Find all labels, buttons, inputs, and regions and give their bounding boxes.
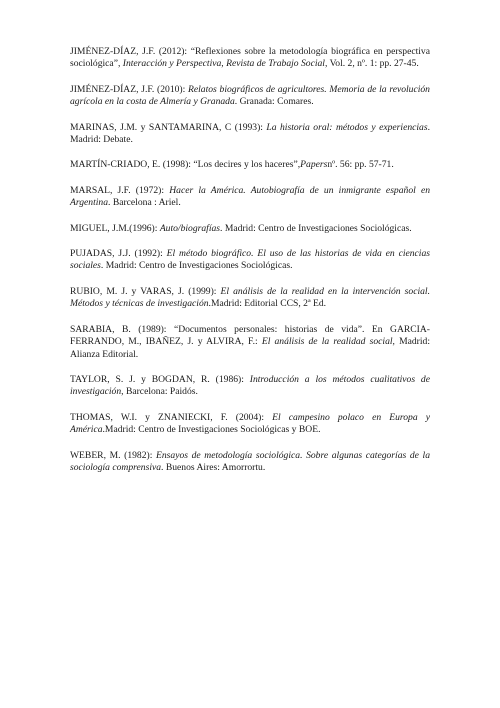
reference-entry (70, 412, 430, 437)
ref-text: PUJADAS, J.J. (1992): (70, 248, 167, 260)
ref-text: . Buenos Aires: Amorrortu. (161, 461, 266, 473)
ref-text: .Madrid: Editorial CCS, 2ª Ed. (208, 298, 327, 310)
ref-title: El campesino polaco en Europa y América (70, 411, 430, 436)
ref-text: TAYLOR, S. J. y BOGDAN, R. (1986): (70, 373, 250, 385)
reference-entry (70, 450, 430, 475)
ref-text: nº. 56: pp. 57-71. (327, 159, 394, 171)
reference-entry (70, 159, 430, 171)
ref-text: . Granada: Comares. (234, 96, 314, 108)
ref-text: , Madrid: Alianza Editorial. (70, 336, 431, 360)
ref-text: MIGUEL, J.M.(1996): (70, 222, 160, 234)
ref-title: Auto/biografías (159, 222, 221, 234)
reference-entry (70, 223, 430, 235)
ref-title: Introducción a los métodos cualitativos de investigación (70, 373, 430, 398)
ref-title: Relatos biográficos de agricultores. Memoria de la revolución agrícola en la costa de Almería y Granada (70, 83, 430, 108)
ref-text: . Madrid: Centro de Investigaciones Sociológicas. (220, 222, 412, 234)
reference-entry (70, 248, 430, 273)
ref-title: El análisis de la realidad en la intervención social. Métodos y técnicas de investigación (70, 285, 430, 310)
ref-text: THOMAS, W.I. y ZNANIECKI, F. (2004): (70, 411, 273, 423)
ref-title: La historia oral: métodos y experiencias (266, 121, 428, 133)
ref-text: , Vol. 2, nº. 1: pp. 27-45. (324, 58, 419, 70)
ref-text: .Madrid: Centro de Investigaciones Sociológicas y BOE. (102, 424, 321, 436)
ref-text: JIMÉNEZ-DÍAZ, J.F. (2010): (70, 83, 189, 95)
reference-entry (70, 84, 430, 109)
ref-title: Ensayos de metodología sociológica. Sobre algunas categorías de la sociología comprensiva (70, 449, 430, 473)
reference-entry (70, 122, 430, 147)
ref-text: MARTÍN-CRIADO, E. (1998): “Los decires y los haceres”, (70, 159, 301, 171)
ref-text: MARSAL, J.F. (1972): (70, 184, 170, 196)
ref-title: Interacción y Perspectiva, Revista de Trabajo Social (122, 58, 325, 70)
ref-text: RUBIO, M. J. y VARAS, J. (1999): (70, 285, 221, 297)
ref-text: WEBER, M. (1982): (70, 449, 156, 461)
ref-text: . Barcelona : Ariel. (108, 197, 181, 209)
reference-entry (70, 185, 430, 210)
ref-title: Papers (300, 159, 328, 171)
ref-title: El método biográfico. El uso de las historias de vida en ciencias sociales (70, 248, 431, 272)
reference-entry (70, 286, 430, 311)
ref-title: El análisis de la realidad social (261, 336, 393, 348)
ref-text: . Madrid: Centro de Investigaciones Sociológicas. (100, 260, 293, 272)
reference-list (70, 46, 430, 487)
ref-text: . Madrid: Debate. (70, 121, 430, 146)
ref-text: JIMÉNEZ-DÍAZ, J.F. (2012): “Reflexiones sobre la metodología biográfica en perspectiva sociológica”, (70, 46, 430, 70)
reference-entry (70, 324, 430, 361)
reference-entry (70, 46, 430, 71)
ref-title: Hacer la América. Autobiografía de un inmigrante español en Argentina (70, 184, 430, 209)
reference-entry (70, 374, 430, 399)
ref-text: MARINAS, J.M. y SANTAMARINA, C (1993): (70, 121, 267, 133)
ref-text: SARABIA, B. (1989): “Documentos personales: historias de vida”. En GARCIA-FERRANDO, M., IBAÑEZ, J. y ALVIRA, F.: (70, 323, 430, 348)
ref-text: , Barcelona: Paidós. (121, 386, 198, 398)
